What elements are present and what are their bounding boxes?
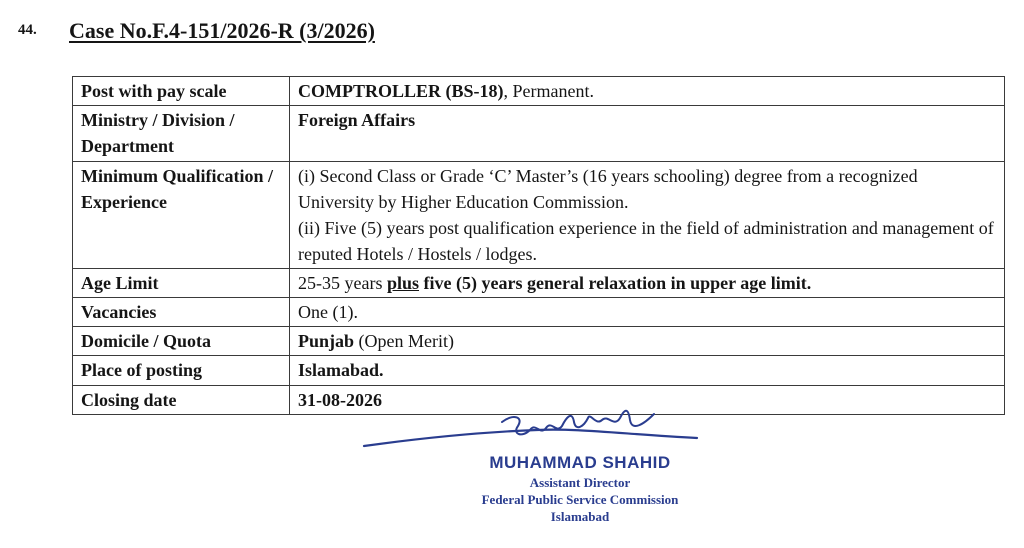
row-domicile <box>73 327 1005 356</box>
label-post: Post with pay scale <box>73 77 290 106</box>
row-vacancies <box>73 298 1005 327</box>
post-details-table <box>72 76 1005 415</box>
row-qualification <box>73 162 1005 269</box>
signatory-city: Islamabad <box>550 509 610 524</box>
value-ministry: Foreign Affairs <box>290 106 1005 162</box>
label-qualification: Minimum Qualification / Experience <box>73 162 290 269</box>
signatory-block <box>410 452 750 525</box>
value-domicile: Punjab (Open Merit) <box>290 327 1005 356</box>
label-vacancies: Vacancies <box>73 298 290 327</box>
label-closing-date: Closing date <box>73 386 290 415</box>
label-ministry: Ministry / Division / Department <box>73 106 290 162</box>
case-number: Case No.F.4-151/2026-R (3/2026) <box>69 18 375 43</box>
qualification-item-2: (ii) Five (5) years post qualification experience in the field of administration and management of reputed Hotels / Hostels / lodges. <box>298 218 994 264</box>
qualification-item-1: (i) Second Class or Grade ‘C’ Master’s (16 years schooling) degree from a recognized University by Higher Education Commission. <box>298 166 918 212</box>
value-vacancies: One (1). <box>290 298 1005 327</box>
value-post: COMPTROLLER (BS-18), Permanent. <box>290 77 1005 106</box>
row-post <box>73 77 1005 106</box>
value-qualification <box>290 162 1005 269</box>
signatory-organization: Federal Public Service Commission <box>481 492 679 507</box>
value-age-limit: 25-35 years plus five (5) years general relaxation in upper age limit. <box>290 269 1005 298</box>
item-number: 44. <box>18 22 37 38</box>
label-age-limit: Age Limit <box>73 269 290 298</box>
label-domicile: Domicile / Quota <box>73 327 290 356</box>
signatory-name: MUHAMMAD SHAHID <box>489 453 671 472</box>
row-posting <box>73 356 1005 386</box>
row-ministry <box>73 106 1005 162</box>
row-age-limit <box>73 269 1005 298</box>
label-posting: Place of posting <box>73 356 290 386</box>
value-posting: Islamabad. <box>290 356 1005 386</box>
value-closing-date: 31-08-2026 <box>290 386 1005 415</box>
signatory-title: Assistant Director <box>529 475 631 490</box>
